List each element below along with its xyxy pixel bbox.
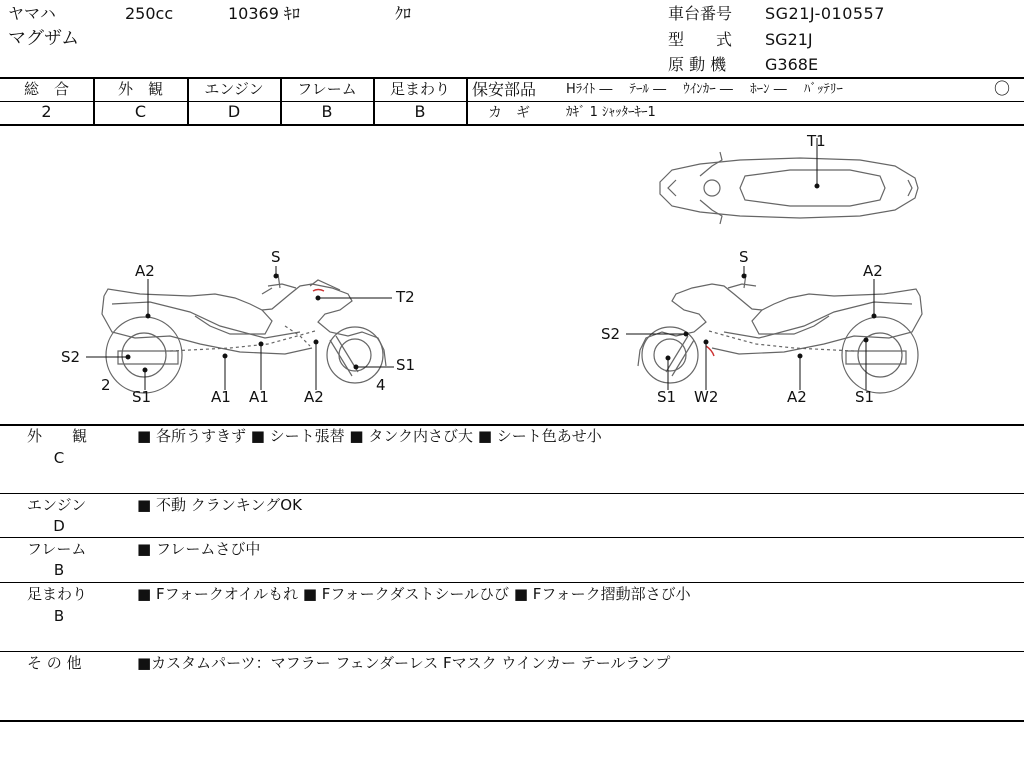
note-label-suspension: 足まわり	[27, 585, 88, 603]
grade-label-overall: 総 合	[23, 80, 69, 98]
grade-value-engine: D	[227, 102, 241, 121]
note-grade-engine: D	[53, 517, 65, 535]
diagram-label: A1	[211, 388, 231, 406]
safety-items: Hﾗｲﾄ ― ﾃｰﾙ ― ｳｲﾝｶｰ ― ﾎｰﾝ ― ﾊﾞｯﾃﾘｰ	[566, 82, 843, 97]
safety-label: 保安部品	[472, 80, 537, 99]
grade-label-suspension: 足まわり	[389, 80, 450, 98]
engine-value: G368E	[765, 55, 819, 74]
note-text-suspension: ■ Fフォークオイルもれ ■ Fフォークダストシールひび ■ Fフォーク摺動部さび小	[137, 585, 691, 603]
color: ｸﾛ	[395, 4, 412, 23]
grade-value-overall: 2	[41, 102, 52, 121]
type-label: 型 式	[668, 30, 733, 49]
grade-label-exterior: 外 観	[117, 80, 163, 98]
diagram-label: S1	[855, 388, 875, 406]
diagram-label: 4	[376, 376, 386, 394]
divider	[0, 582, 1024, 583]
diagram-label: S1	[132, 388, 152, 406]
diagram-label: A2	[135, 262, 155, 280]
grade-label-frame: フレーム	[297, 80, 357, 98]
note-label-engine: エンジン	[27, 496, 87, 514]
divider	[0, 537, 1024, 538]
diagram-label: A2	[863, 262, 883, 280]
grade-value-frame: B	[321, 102, 333, 121]
note-grade-frame: B	[53, 561, 65, 579]
note-label-frame: フレーム	[27, 540, 87, 558]
diagram-label: T1	[807, 132, 826, 150]
maker: ヤマハ	[8, 4, 56, 23]
note-text-exterior: ■ 各所うすきず ■ シート張替 ■ タンク内さび大 ■ シート色あせ小	[137, 427, 602, 445]
note-label-exterior: 外 観	[27, 427, 88, 445]
diagram-label: S1	[657, 388, 677, 406]
diagram-label: S	[739, 248, 749, 266]
divider	[0, 493, 1024, 494]
grade-label-engine: エンジン	[204, 80, 264, 98]
model-name: マグザム	[8, 28, 80, 49]
frame-no-label: 車台番号	[668, 4, 733, 23]
divider	[467, 101, 1024, 102]
type-value: SG21J	[765, 30, 813, 49]
diagram-label: A2	[304, 388, 324, 406]
divider	[0, 424, 1024, 426]
note-text-engine: ■ 不動 クランキングOK	[137, 496, 302, 514]
note-text-frame: ■ フレームさび中	[137, 540, 261, 558]
key-label: カ ギ	[488, 105, 530, 121]
divider	[0, 77, 1024, 79]
grade-value-exterior: C	[134, 102, 147, 121]
divider	[0, 720, 1024, 722]
diagram-label: A1	[249, 388, 269, 406]
engine-label: 原 動 機	[668, 55, 727, 74]
divider	[0, 651, 1024, 652]
note-grade-suspension: B	[53, 607, 65, 625]
scooter-top-view	[660, 152, 918, 224]
diagram-label: 2	[101, 376, 111, 394]
battery-ok-mark: 〇	[994, 79, 1011, 98]
diagram-label: S	[271, 248, 281, 266]
note-label-other: そ の 他	[27, 654, 82, 672]
frame-no: SG21J-010557	[765, 4, 885, 23]
mileage: 10369 ｷﾛ	[228, 4, 300, 23]
diagram-label: S2	[61, 348, 81, 366]
diagram-label: S2	[601, 325, 621, 343]
key-value: ｶｷﾞ 1 ｼｬｯﾀｰｷｰ1	[566, 105, 656, 120]
note-grade-exterior: C	[53, 449, 65, 467]
diagram-label: A2	[787, 388, 807, 406]
diagram-label: S1	[396, 356, 416, 374]
grade-value-suspension: B	[414, 102, 426, 121]
diagram-label: T2	[396, 288, 415, 306]
note-text-other: ■カスタムパーツ：マフラー フェンダーレス Fマスク ウインカー テールランプ	[137, 654, 671, 672]
displacement: 250cc	[125, 4, 174, 23]
diagram-label: W2	[694, 388, 719, 406]
